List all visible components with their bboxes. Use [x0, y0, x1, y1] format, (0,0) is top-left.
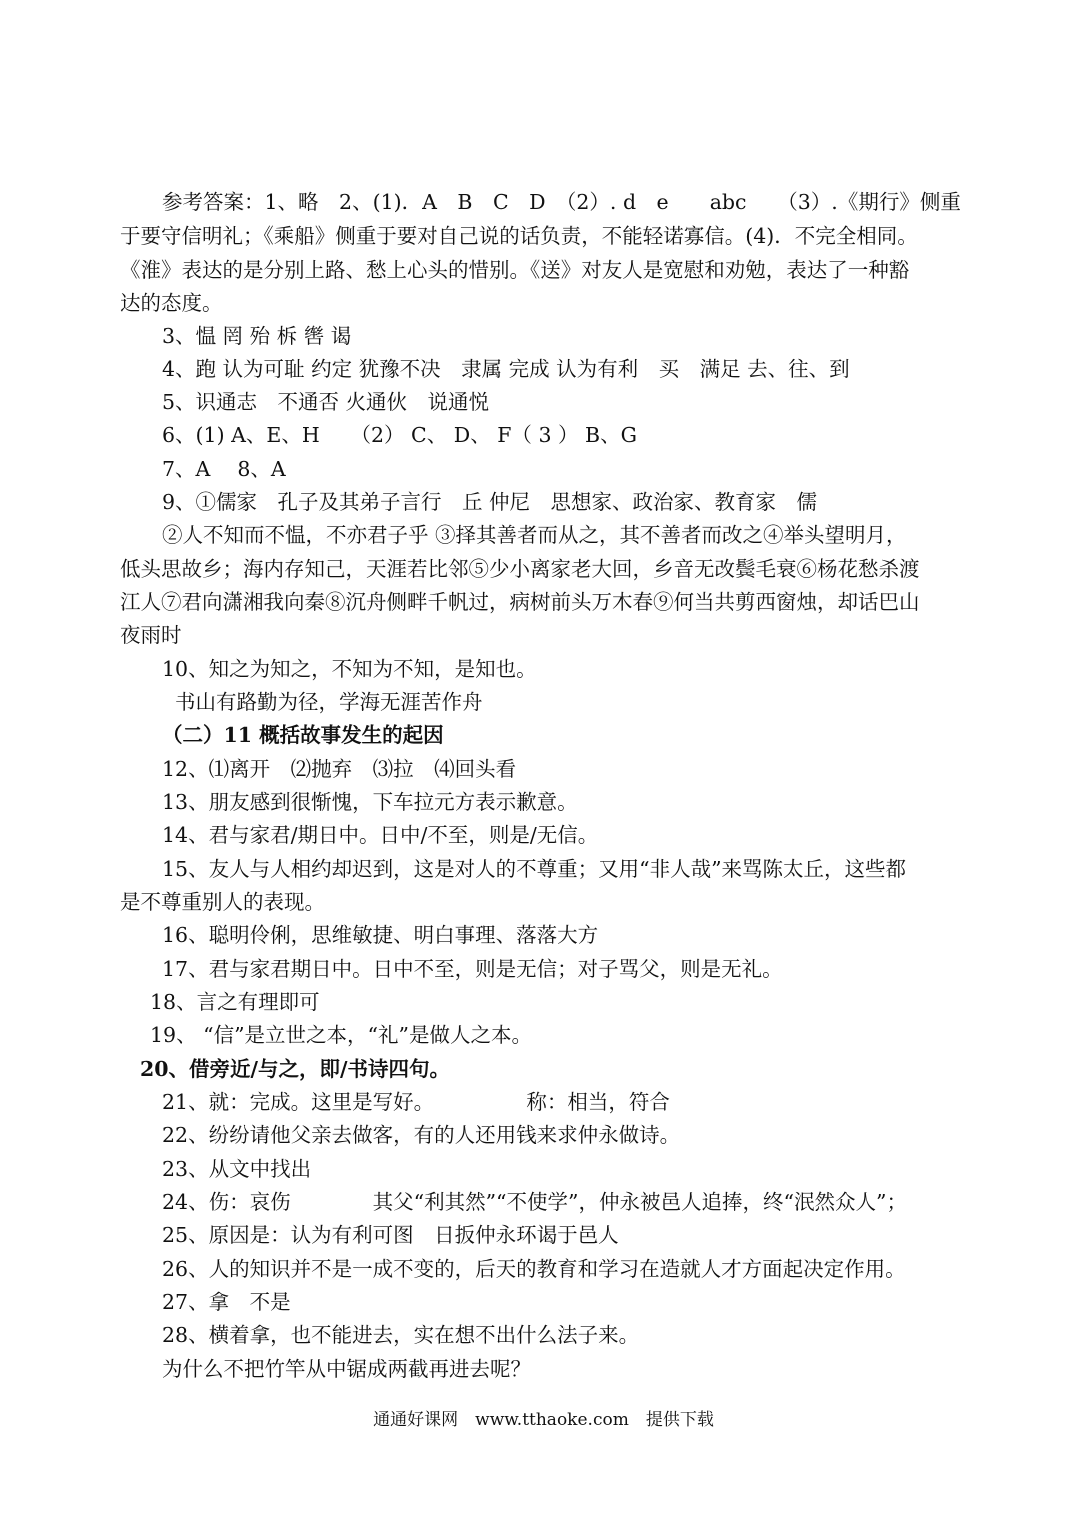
answer-line-16: 书山有路勤为径，学海无涯苦作舟	[175, 690, 483, 714]
answer-line-13: 江人⑦君向潇湘我向秦⑧沉舟侧畔千帆过，病树前头万木春⑨何当共剪西窗烛，却话巴山	[120, 590, 920, 614]
answer-line-9: 7、A 8、A	[162, 457, 286, 481]
answer-line-26: 19、 “信”是立世之本，“礼”是做人之本。	[150, 1023, 533, 1047]
answer-line-3: 《淮》表达的是分别上路、愁上心头的惜别。《送》对友人是宽慰和劝勉，表达了一种豁	[120, 258, 910, 282]
answer-line-4: 达的态度。	[120, 291, 223, 315]
answer-line-24: 17、君与家君期日中。日中不至，则是无信；对子骂父，则是无礼。	[162, 957, 783, 981]
answer-line-15: 10、知之为知之，不知为不知，是知也。	[162, 657, 537, 681]
answer-line-1: 参考答案：1、略 2、(1)．A B C D （2）. d e abc （3）.《期行》侧重	[162, 190, 961, 214]
answer-line-7: 5、识通志 不通否 火通伙 说通悦	[162, 390, 490, 414]
answer-line-12: 低头思故乡；海内存知己，天涯若比邻⑤少小离家老大回，乡音无改鬓毛衰⑥杨花愁杀渡	[120, 557, 920, 581]
answer-line-35: 28、横着拿，也不能进去，实在想不出什么法子来。	[162, 1323, 640, 1347]
answer-line-30: 23、从文中找出	[162, 1157, 312, 1181]
answer-line-5: 3、愠 罔 殆 柝 辔 谒	[162, 324, 352, 348]
answer-line-23: 16、聪明伶俐，思维敏捷、明白事理、落落大方	[162, 923, 599, 947]
answer-line-29: 22、纷纷请他父亲去做客，有的人还用钱来求仲永做诗。	[162, 1123, 681, 1147]
answer-line-18: 12、⑴离开 ⑵抛弃 ⑶拉 ⑷回头看	[162, 757, 517, 781]
answer-line-36: 为什么不把竹竿从中锯成两截再进去呢？	[162, 1357, 531, 1381]
answer-line-27: 20、借旁近/与之，即/书诗四句。	[140, 1057, 451, 1081]
answer-line-21: 15、友人与人相约却迟到，这是对人的不尊重；又用“非人哉”来骂陈太丘，这些都	[162, 857, 907, 881]
answer-line-20: 14、君与家君/期日中。日中/不至，则是/无信。	[162, 823, 599, 847]
answer-line-6: 4、跑 认为可耻 约定 犹豫不决 隶属 完成 认为有利 买 满足 去、往、到	[162, 357, 850, 381]
answer-line-8: 6、(1) A、E、H （2） C、 D、 F（ 3 ） B、G	[162, 423, 637, 447]
answer-line-11: ②人不知而不愠，不亦君子乎 ③择其善者而从之，其不善者而改之④举头望明月，	[162, 523, 907, 547]
answer-line-34: 27、拿 不是	[162, 1290, 291, 1314]
answer-line-19: 13、朋友感到很惭愧，下车拉元方表示歉意。	[162, 790, 578, 814]
answer-line-25: 18、言之有理即可	[150, 990, 320, 1014]
section-heading: （二）11 概括故事发生的起因	[162, 723, 444, 747]
answer-line-31: 24、伤：哀伤 其父“利其然”“不使学”，仲永被邑人追捧，终“泯然众人”；	[162, 1190, 907, 1214]
answer-line-14: 夜雨时	[120, 623, 182, 647]
answer-line-22: 是不尊重别人的表现。	[120, 890, 325, 914]
answer-line-33: 26、人的知识并不是一成不变的，后天的教育和学习在造就人才方面起决定作用。	[162, 1257, 906, 1281]
answer-line-10: 9、①儒家 孔子及其弟子言行 丘 仲尼 思想家、政治家、教育家 儒	[162, 490, 818, 514]
answer-line-2: 于要守信明礼；《乘船》侧重于要对自己说的话负责，不能轻诺寡信。(4)．不完全相同。	[120, 224, 918, 248]
page-footer: 通通好课网 www.tthaoke.com 提供下载	[373, 1410, 714, 1430]
answer-line-28: 21、就：完成。这里是写好。 称：相当，符合	[162, 1090, 670, 1114]
answer-line-32: 25、原因是：认为有利可图 日扳仲永环谒于邑人	[162, 1223, 619, 1247]
